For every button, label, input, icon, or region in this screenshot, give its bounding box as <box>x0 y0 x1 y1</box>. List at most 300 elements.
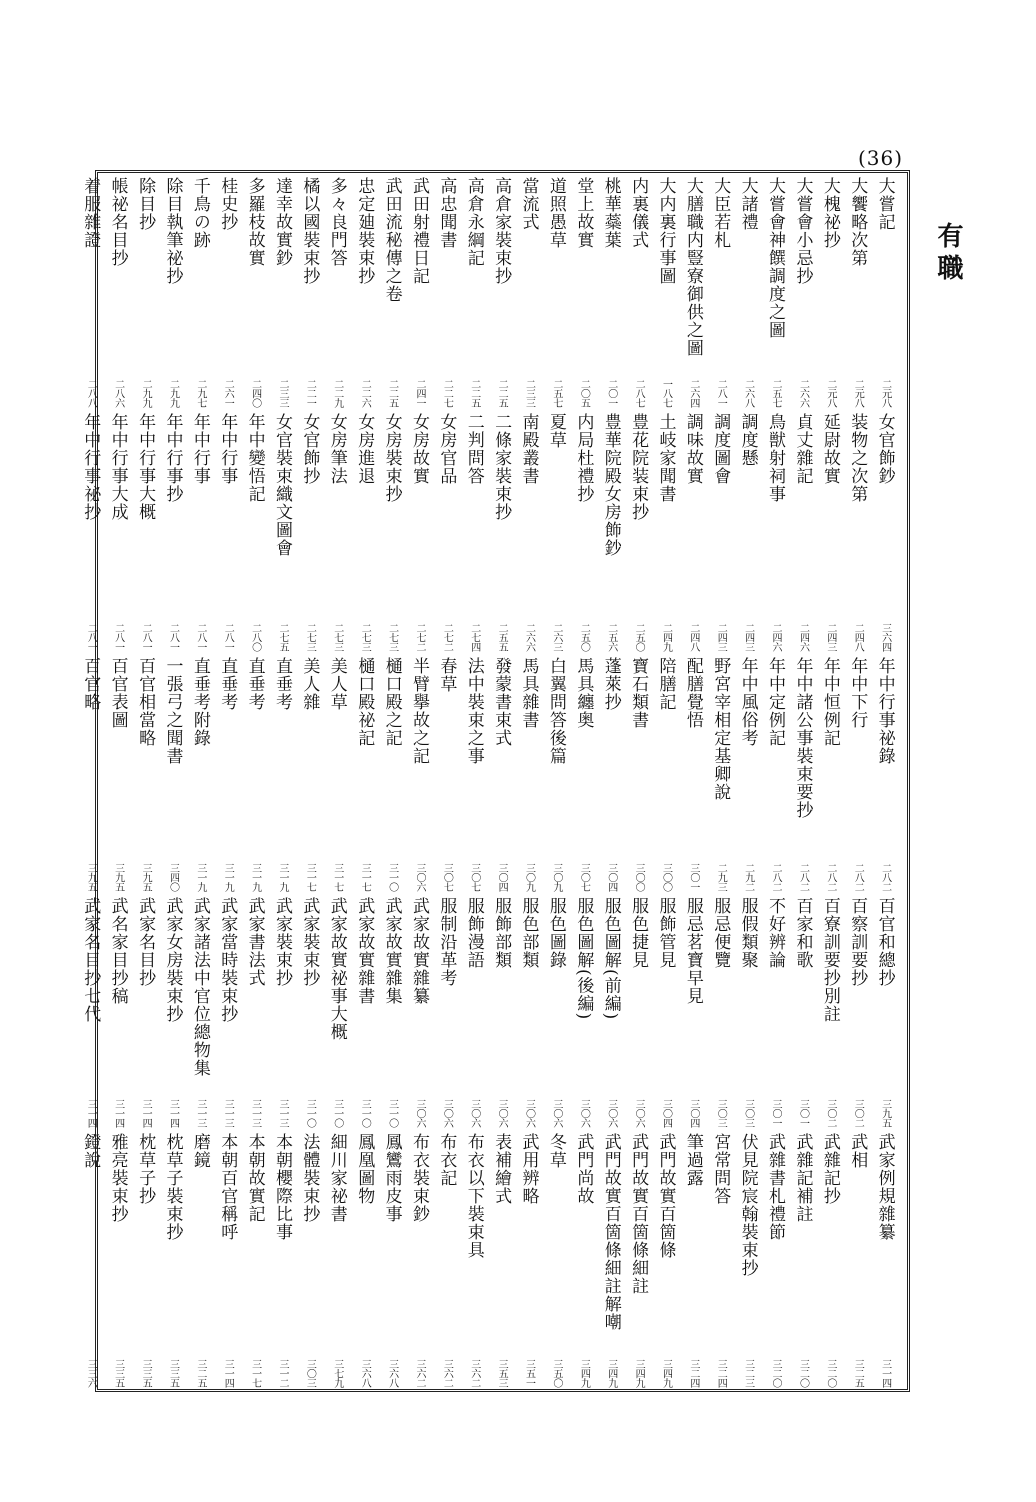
index-entry <box>433 653 460 893</box>
entry-title: 武家例規雜纂 <box>874 1133 895 1241</box>
entry-page-number: 三三五 <box>112 1358 124 1387</box>
entry-page-number: 三一三 <box>249 1098 261 1127</box>
entry-page-number: 三〇四 <box>660 1098 672 1127</box>
entry-page-number: 二七二 <box>441 622 453 651</box>
index-entry <box>516 1129 543 1389</box>
entry-page-number: 二八八 <box>85 378 97 407</box>
entry-title: 道照愚草 <box>545 177 566 249</box>
entry-title: 除目抄 <box>135 177 156 231</box>
entry-title: 武雜記補註 <box>792 1133 813 1223</box>
entry-page-number: 三九五 <box>879 1098 891 1127</box>
index-entry <box>324 653 351 893</box>
entry-page-number: 三二五 <box>194 1358 206 1387</box>
entry-page-number: 二四九 <box>660 622 672 651</box>
entry-page-number: 三九五 <box>140 862 152 891</box>
entry-title: 野宮宰相定基卿說 <box>710 657 731 801</box>
index-entry <box>406 893 433 1129</box>
index-entry <box>132 893 159 1129</box>
index-entry <box>379 1129 406 1389</box>
entry-title: 蓬萊抄 <box>600 657 621 711</box>
entry-page-number: 三〇三 <box>715 1098 727 1127</box>
index-entry <box>844 173 871 409</box>
entry-page-number: 二元八 <box>852 378 864 407</box>
entry-page-number: 三〇一 <box>770 1098 782 1127</box>
entry-page-number: 三一四 <box>222 1358 234 1387</box>
entry-page-number: 三一四 <box>167 1098 179 1127</box>
entry-page-number: 二四六 <box>797 622 809 651</box>
entry-title: 大膳職内豎寮御供之圖 <box>682 177 703 357</box>
entry-page-number: 二二九 <box>331 378 343 407</box>
entry-title: 筆過露 <box>682 1133 703 1187</box>
entry-title: 多々良門答 <box>326 177 347 267</box>
entry-title: 武家故實雜纂 <box>408 897 429 1005</box>
index-band <box>80 1129 907 1389</box>
entry-title: 調度圖會 <box>710 413 731 485</box>
index-entry <box>652 1129 679 1389</box>
index-entry <box>543 409 570 653</box>
entry-page-number: 三一〇 <box>386 862 398 891</box>
entry-page-number: 三六二 <box>468 1358 480 1387</box>
entry-page-number: 三一七 <box>249 1358 261 1387</box>
entry-page-number: 三一七 <box>304 862 316 891</box>
entry-page-number: 二五六 <box>605 622 617 651</box>
entry-page-number: 三九五 <box>112 862 124 891</box>
index-entry <box>516 653 543 893</box>
entry-title: 南殿叢書 <box>518 413 539 485</box>
entry-title: 年中定例記 <box>765 657 786 747</box>
index-entry <box>817 653 844 893</box>
entry-page-number: 三五一 <box>523 1358 535 1387</box>
entry-page-number: 三一〇 <box>359 1098 371 1127</box>
entry-title: 直垂考附錄 <box>189 657 210 747</box>
index-entry <box>680 173 707 409</box>
entry-page-number: 二五七 <box>550 378 562 407</box>
entry-title: 女房進退 <box>354 413 375 485</box>
index-entry <box>324 893 351 1129</box>
index-entry <box>379 173 406 409</box>
entry-title: 武家諸法中官位總物集 <box>189 897 210 1077</box>
entry-title: 年中下行 <box>847 657 868 729</box>
entry-page-number: 三一三 <box>194 1098 206 1127</box>
index-entry <box>652 893 679 1129</box>
entry-page-number: 三一九 <box>249 862 261 891</box>
index-entry <box>461 173 488 409</box>
index-entry <box>516 173 543 409</box>
entry-title: 大臣若札 <box>710 177 731 249</box>
index-entry <box>652 653 679 893</box>
entry-title: 直垂考 <box>217 657 238 711</box>
index-entry <box>735 1129 762 1389</box>
entry-page-number: 三三五 <box>167 1358 179 1387</box>
entry-page-number: 三〇六 <box>633 1098 645 1127</box>
index-entry <box>77 173 104 409</box>
entry-page-number: 三六八 <box>386 1358 398 1387</box>
entry-title: 武門故實百箇條細註 <box>628 1133 649 1295</box>
entry-page-number: 二五七 <box>770 378 782 407</box>
entry-page-number: 二八二 <box>797 862 809 891</box>
index-entry <box>105 173 132 409</box>
entry-page-number: 二九七 <box>194 378 206 407</box>
entry-page-number: 三三五 <box>140 1358 152 1387</box>
entry-page-number: 二六六 <box>797 378 809 407</box>
index-entry <box>625 409 652 653</box>
entry-title: 布衣記 <box>436 1133 457 1187</box>
index-entry <box>187 173 214 409</box>
entry-title: 服假類聚 <box>737 897 758 969</box>
entry-title: 千鳥の跡 <box>189 177 210 249</box>
entry-title: 服色部類 <box>518 897 539 969</box>
entry-title: 武相 <box>847 1133 868 1169</box>
entry-page-number: 三一四 <box>879 1358 891 1387</box>
index-entry <box>488 1129 515 1389</box>
entry-title: 調度懸 <box>737 413 758 467</box>
entry-page-number: 二二五 <box>386 378 398 407</box>
entry-title: 伏見院宸翰裝束抄 <box>737 1133 758 1277</box>
index-entry <box>379 409 406 653</box>
index-entry <box>652 173 679 409</box>
entry-title: 本朝故實記 <box>244 1133 265 1223</box>
entry-title: 武門故實百箇條細註解嘲 <box>600 1133 621 1331</box>
index-entry <box>214 1129 241 1389</box>
entry-page-number: 三一九 <box>194 862 206 891</box>
index-entry <box>543 653 570 893</box>
index-entry <box>159 409 186 653</box>
index-entry <box>187 1129 214 1389</box>
entry-title: 高倉家裝束抄 <box>491 177 512 285</box>
index-entry <box>214 173 241 409</box>
index-entry <box>351 173 378 409</box>
index-entry <box>269 409 296 653</box>
entry-title: 年中變悟記 <box>244 413 265 503</box>
entry-page-number: 二六六 <box>523 622 535 651</box>
entry-title: 忠定廸裝束抄 <box>354 177 375 285</box>
index-entry <box>77 1129 104 1389</box>
entry-page-number: 二八一 <box>140 622 152 651</box>
entry-page-number: 三一七 <box>359 862 371 891</box>
entry-page-number: 三九五 <box>85 862 97 891</box>
entry-title: 武家女房裝束抄 <box>162 897 183 1023</box>
entry-title: 大嘗記 <box>874 177 895 231</box>
index-entry <box>543 893 570 1129</box>
entry-page-number: 三四九 <box>633 1358 645 1387</box>
index-entry <box>488 173 515 409</box>
entry-title: 武家故實祕事大概 <box>326 897 347 1041</box>
index-entry <box>789 653 816 893</box>
entry-page-number: 三〇七 <box>468 862 480 891</box>
entry-title: 橘以國裝束抄 <box>299 177 320 285</box>
entry-page-number: 三〇二 <box>852 1098 864 1127</box>
entry-title: 堂上故實 <box>573 177 594 249</box>
index-entry <box>242 173 269 409</box>
index-entry <box>789 1129 816 1389</box>
entry-title: 冬草 <box>545 1133 566 1169</box>
index-entry <box>296 409 323 653</box>
entry-title: 布衣裝束鈔 <box>408 1133 429 1223</box>
entry-title: 女官飾抄 <box>299 413 320 485</box>
entry-title: 延尉故實 <box>819 413 840 485</box>
index-entry <box>269 653 296 893</box>
index-entry <box>187 893 214 1129</box>
entry-page-number: 二七三 <box>386 622 398 651</box>
entry-page-number: 二〇一 <box>605 378 617 407</box>
entry-title: 大槐祕抄 <box>819 177 840 249</box>
entry-page-number: 三七九 <box>331 1358 343 1387</box>
index-entry <box>132 653 159 893</box>
entry-page-number: 二八二 <box>852 862 864 891</box>
index-entry <box>872 409 899 653</box>
entry-title: 除目執筆祕抄 <box>162 177 183 285</box>
entry-page-number: 三一四 <box>112 1098 124 1127</box>
entry-page-number: 三〇六 <box>605 1098 617 1127</box>
entry-title: 貞丈雜記 <box>792 413 813 485</box>
index-entry <box>132 173 159 409</box>
entry-title: 武家故實雜集 <box>381 897 402 1005</box>
index-entry <box>433 1129 460 1389</box>
entry-title: 年中諸公事裝束要抄 <box>792 657 813 819</box>
entry-title: 馬具纏奥 <box>573 657 594 729</box>
entry-title: 服制沿革考 <box>436 897 457 987</box>
index-entry <box>762 173 789 409</box>
entry-title: 服色圖解(前編) <box>600 897 621 1021</box>
index-entry <box>296 653 323 893</box>
entry-title: 夏草 <box>545 413 566 449</box>
entry-title: 年中行事祕抄 <box>80 413 101 521</box>
entry-title: 女房筆法 <box>326 413 347 485</box>
index-entry <box>598 173 625 409</box>
entry-page-number: 二五〇 <box>578 622 590 651</box>
index-entry <box>598 1129 625 1389</box>
index-entry <box>844 1129 871 1389</box>
entry-title: 土岐家聞書 <box>655 413 676 503</box>
index-entry <box>488 409 515 653</box>
index-entry <box>872 173 899 409</box>
entry-title: 二條家裝束抄 <box>491 413 512 521</box>
entry-title: 表補繪式 <box>491 1133 512 1205</box>
entry-page-number: 二八一 <box>85 622 97 651</box>
entry-title: 百察訓要抄 <box>847 897 868 987</box>
entry-page-number: 三〇三 <box>742 1098 754 1127</box>
entry-title: 本朝櫻際比事 <box>272 1133 293 1241</box>
entry-title: 高忠聞書 <box>436 177 457 249</box>
index-entry <box>735 653 762 893</box>
entry-title: 春草 <box>436 657 457 693</box>
index-entry <box>269 1129 296 1389</box>
entry-title: 美人草 <box>326 657 347 711</box>
index-entry <box>598 893 625 1129</box>
entry-title: 服色圖解(後編) <box>573 897 594 1021</box>
entry-page-number: 三一三 <box>222 1098 234 1127</box>
entry-page-number: 三五〇 <box>550 1358 562 1387</box>
index-entry <box>461 409 488 653</box>
entry-title: 美人雜 <box>299 657 320 711</box>
index-band <box>80 409 907 653</box>
entry-title: 服色捷見 <box>628 897 649 969</box>
entry-page-number: 二二七 <box>441 378 453 407</box>
index-entry <box>461 1129 488 1389</box>
entry-page-number: 三〇七 <box>578 862 590 891</box>
index-entry <box>105 893 132 1129</box>
entry-page-number: 二七三 <box>359 622 371 651</box>
entry-page-number: 二〇五 <box>578 378 590 407</box>
index-entry <box>433 409 460 653</box>
entry-page-number: 二八〇 <box>249 622 261 651</box>
entry-page-number: 二八一 <box>715 378 727 407</box>
category-heading: 有職 <box>933 222 963 286</box>
index-entry <box>543 173 570 409</box>
index-entry <box>132 409 159 653</box>
index-entry <box>406 1129 433 1389</box>
entry-title: 年中行事 <box>189 413 210 485</box>
index-entry <box>214 409 241 653</box>
entry-page-number: 二三三 <box>523 378 535 407</box>
entry-title: 武家裝束抄 <box>272 897 293 987</box>
index-entry <box>707 1129 734 1389</box>
entry-page-number: 三〇七 <box>441 862 453 891</box>
entry-page-number: 二七五 <box>277 622 289 651</box>
index-entry <box>351 1129 378 1389</box>
entry-title: 百官略 <box>80 657 101 711</box>
entry-page-number: 二七四 <box>468 622 480 651</box>
entry-page-number: 二二六 <box>359 378 371 407</box>
index-entry <box>406 409 433 653</box>
entry-page-number: 二八一 <box>194 622 206 651</box>
index-entry <box>872 1129 899 1389</box>
entry-title: 武名家目抄稿 <box>107 897 128 1005</box>
index-band <box>80 173 907 409</box>
entry-title: 枕草子裝束抄 <box>162 1133 183 1241</box>
entry-page-number: 三一七 <box>331 862 343 891</box>
index-entry <box>324 1129 351 1389</box>
entry-page-number: 二元八 <box>824 378 836 407</box>
entry-page-number: 三二五 <box>852 1358 864 1387</box>
entry-page-number: 三〇四 <box>605 862 617 891</box>
index-frame <box>80 170 910 1392</box>
index-band <box>80 893 907 1129</box>
index-entry <box>762 893 789 1129</box>
entry-title: 鳳凰圖物 <box>354 1133 375 1205</box>
index-entry <box>817 893 844 1129</box>
entry-page-number: 三二〇 <box>824 1358 836 1387</box>
index-entry <box>652 409 679 653</box>
index-entry <box>516 893 543 1129</box>
entry-title: 武雜書札禮節 <box>765 1133 786 1241</box>
entry-title: 豊華院殿女房飾鈔 <box>600 413 621 557</box>
entry-title: 女官裝束織文圖會 <box>272 413 293 557</box>
entry-page-number: 三一九 <box>222 862 234 891</box>
index-entry <box>570 893 597 1129</box>
entry-page-number: 二二一 <box>304 378 316 407</box>
entry-page-number: 二六八 <box>742 378 754 407</box>
entry-page-number: 二八一 <box>112 622 124 651</box>
entry-title: 武雜記抄 <box>819 1133 840 1205</box>
entry-page-number: 三四九 <box>605 1358 617 1387</box>
entry-page-number: 二八一 <box>167 622 179 651</box>
entry-page-number: 二九九 <box>140 378 152 407</box>
entry-page-number: 三〇六 <box>578 1098 590 1127</box>
entry-title: 帳祕名目抄 <box>107 177 128 267</box>
entry-title: 高倉永綱記 <box>463 177 484 267</box>
entry-title: 大嘗會神饌調度之圖 <box>765 177 786 339</box>
entry-title: 武田射禮日記 <box>408 177 429 285</box>
index-entry <box>214 893 241 1129</box>
entry-title: 年中行事大概 <box>135 413 156 521</box>
entry-page-number: 二八一 <box>222 622 234 651</box>
index-entry <box>296 173 323 409</box>
entry-page-number: 三〇四 <box>687 1098 699 1127</box>
index-entry <box>680 1129 707 1389</box>
entry-title: 武家名目抄 <box>135 897 156 987</box>
index-entry <box>844 653 871 893</box>
entry-page-number: 三一〇 <box>386 1098 398 1127</box>
entry-title: 磨鏡 <box>189 1133 210 1169</box>
entry-page-number: 二六一 <box>222 378 234 407</box>
index-entry <box>707 653 734 893</box>
entry-title: 大内裏行事圖 <box>655 177 676 285</box>
entry-title: 服飾部類 <box>491 897 512 969</box>
index-entry <box>242 893 269 1129</box>
entry-title: 百官表圖 <box>107 657 128 729</box>
index-entry <box>159 653 186 893</box>
index-entry <box>488 653 515 893</box>
entry-title: 陪膳記 <box>655 657 676 711</box>
entry-title: 桂史抄 <box>217 177 238 231</box>
entry-title: 武用辨略 <box>518 1133 539 1205</box>
index-entry <box>844 409 871 653</box>
entry-page-number: 三四〇 <box>167 862 179 891</box>
entry-title: 鳳鸞雨皮事 <box>381 1133 402 1223</box>
entry-page-number: 三〇二 <box>824 1098 836 1127</box>
index-entry <box>242 409 269 653</box>
entry-page-number: 二八六 <box>112 378 124 407</box>
index-entry <box>105 409 132 653</box>
entry-title: 調味故實 <box>682 413 703 485</box>
entry-page-number: 二二五 <box>468 378 480 407</box>
entry-title: 鳥獣射祠事 <box>765 413 786 503</box>
index-entry <box>214 653 241 893</box>
entry-title: 法體裝束抄 <box>299 1133 320 1223</box>
entry-page-number: 二四三 <box>715 622 727 651</box>
entry-title: 女官飾鈔 <box>874 413 895 485</box>
entry-page-number: 三〇四 <box>496 862 508 891</box>
entry-title: 寶石類書 <box>628 657 649 729</box>
entry-title: 雅亮裝束抄 <box>107 1133 128 1223</box>
index-entry <box>105 653 132 893</box>
index-entry <box>351 653 378 893</box>
index-entry <box>269 173 296 409</box>
entry-page-number: 二六三 <box>550 622 562 651</box>
index-entry <box>872 653 899 893</box>
entry-page-number: 三六二 <box>413 1358 425 1387</box>
index-entry <box>735 893 762 1129</box>
entry-page-number: 三〇〇 <box>660 862 672 891</box>
entry-page-number: 三一二 <box>277 1358 289 1387</box>
index-entry <box>872 893 899 1129</box>
entry-title: 武門尚故 <box>573 1133 594 1205</box>
index-entry <box>735 173 762 409</box>
index-entry <box>762 409 789 653</box>
entry-page-number: 二三三 <box>277 378 289 407</box>
entry-page-number: 二八二 <box>770 862 782 891</box>
index-entry <box>570 1129 597 1389</box>
entry-title: 百家和歌 <box>792 897 813 969</box>
entry-page-number: 三一四 <box>140 1098 152 1127</box>
index-entry <box>77 409 104 653</box>
entry-page-number: 三一三 <box>277 1098 289 1127</box>
entry-page-number: 一八七 <box>660 378 672 407</box>
entry-page-number: 三六二 <box>441 1358 453 1387</box>
entry-page-number: 二二五 <box>496 378 508 407</box>
entry-page-number: 二五〇 <box>633 622 645 651</box>
